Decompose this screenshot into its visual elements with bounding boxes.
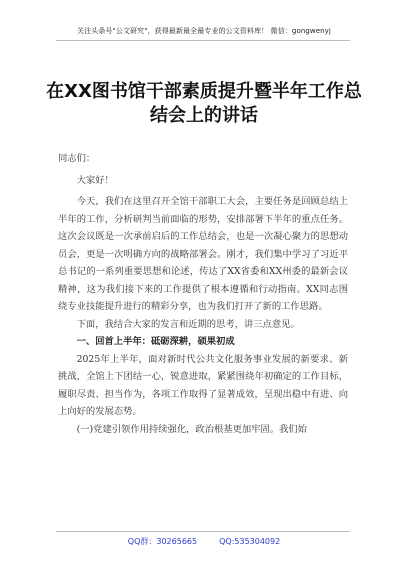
header-note: 关注头条号"公文研究"，获得最新最全最专业的公文资料库！ 微信：gongwenyj (77, 27, 331, 35)
document-title: 在XX图书馆干部素质提升暨半年工作总结会上的讲话 (46, 81, 362, 126)
footer-qq: QQ:535304092 (219, 537, 281, 546)
section-heading: 一、回首上半年：砥砺深耕，硕果初成 (76, 336, 235, 347)
body-paragraph: 今天，我们在这里召开全馆干部职工大会，主要任务是回顾总结上半年的工作，分析研判当前面临的形势，安排部署下半年的重点任务。这次会议既是一次承前启后的工作总结会，也是一次凝心聚力的思想动员会，更是一次明确方向的战略部署会。刚才，我们集中学习了习近平总书记的一系列重要思想和论述，传达了XX省委和XX州委的最新会议精神，这为我们接下来的工作提供了根本遵循和行动指南。XX同志围绕专业技能提升进行的精彩分享，也为我们打开了新的工作思路。 (58, 196, 348, 312)
footer-qq-group: QQ群：30265665 (127, 537, 198, 546)
greeting: 大家好！ (76, 174, 114, 186)
footer-divider (56, 531, 350, 532)
document-body (58, 150, 348, 438)
footer-contact (0, 536, 408, 547)
salutation: 同志们： (58, 153, 96, 164)
header-divider (56, 40, 350, 41)
body-paragraph: 2025年上半年，面对新时代公共文化服务事业发展的新要求、新挑战，全馆上下团结一心，锐意进取，紧紧围绕年初确定的工作目标，履职尽责、担当作为，各项工作取得了显著成效，呈现出稳中有进、向上向好的发展态势。 (58, 353, 348, 417)
body-paragraph: 下面，我结合大家的发言和近期的思考，讲三点意见。 (76, 318, 300, 330)
body-paragraph: (一)党建引领作用持续强化，政治根基更加牢固。我们始 (76, 423, 307, 435)
